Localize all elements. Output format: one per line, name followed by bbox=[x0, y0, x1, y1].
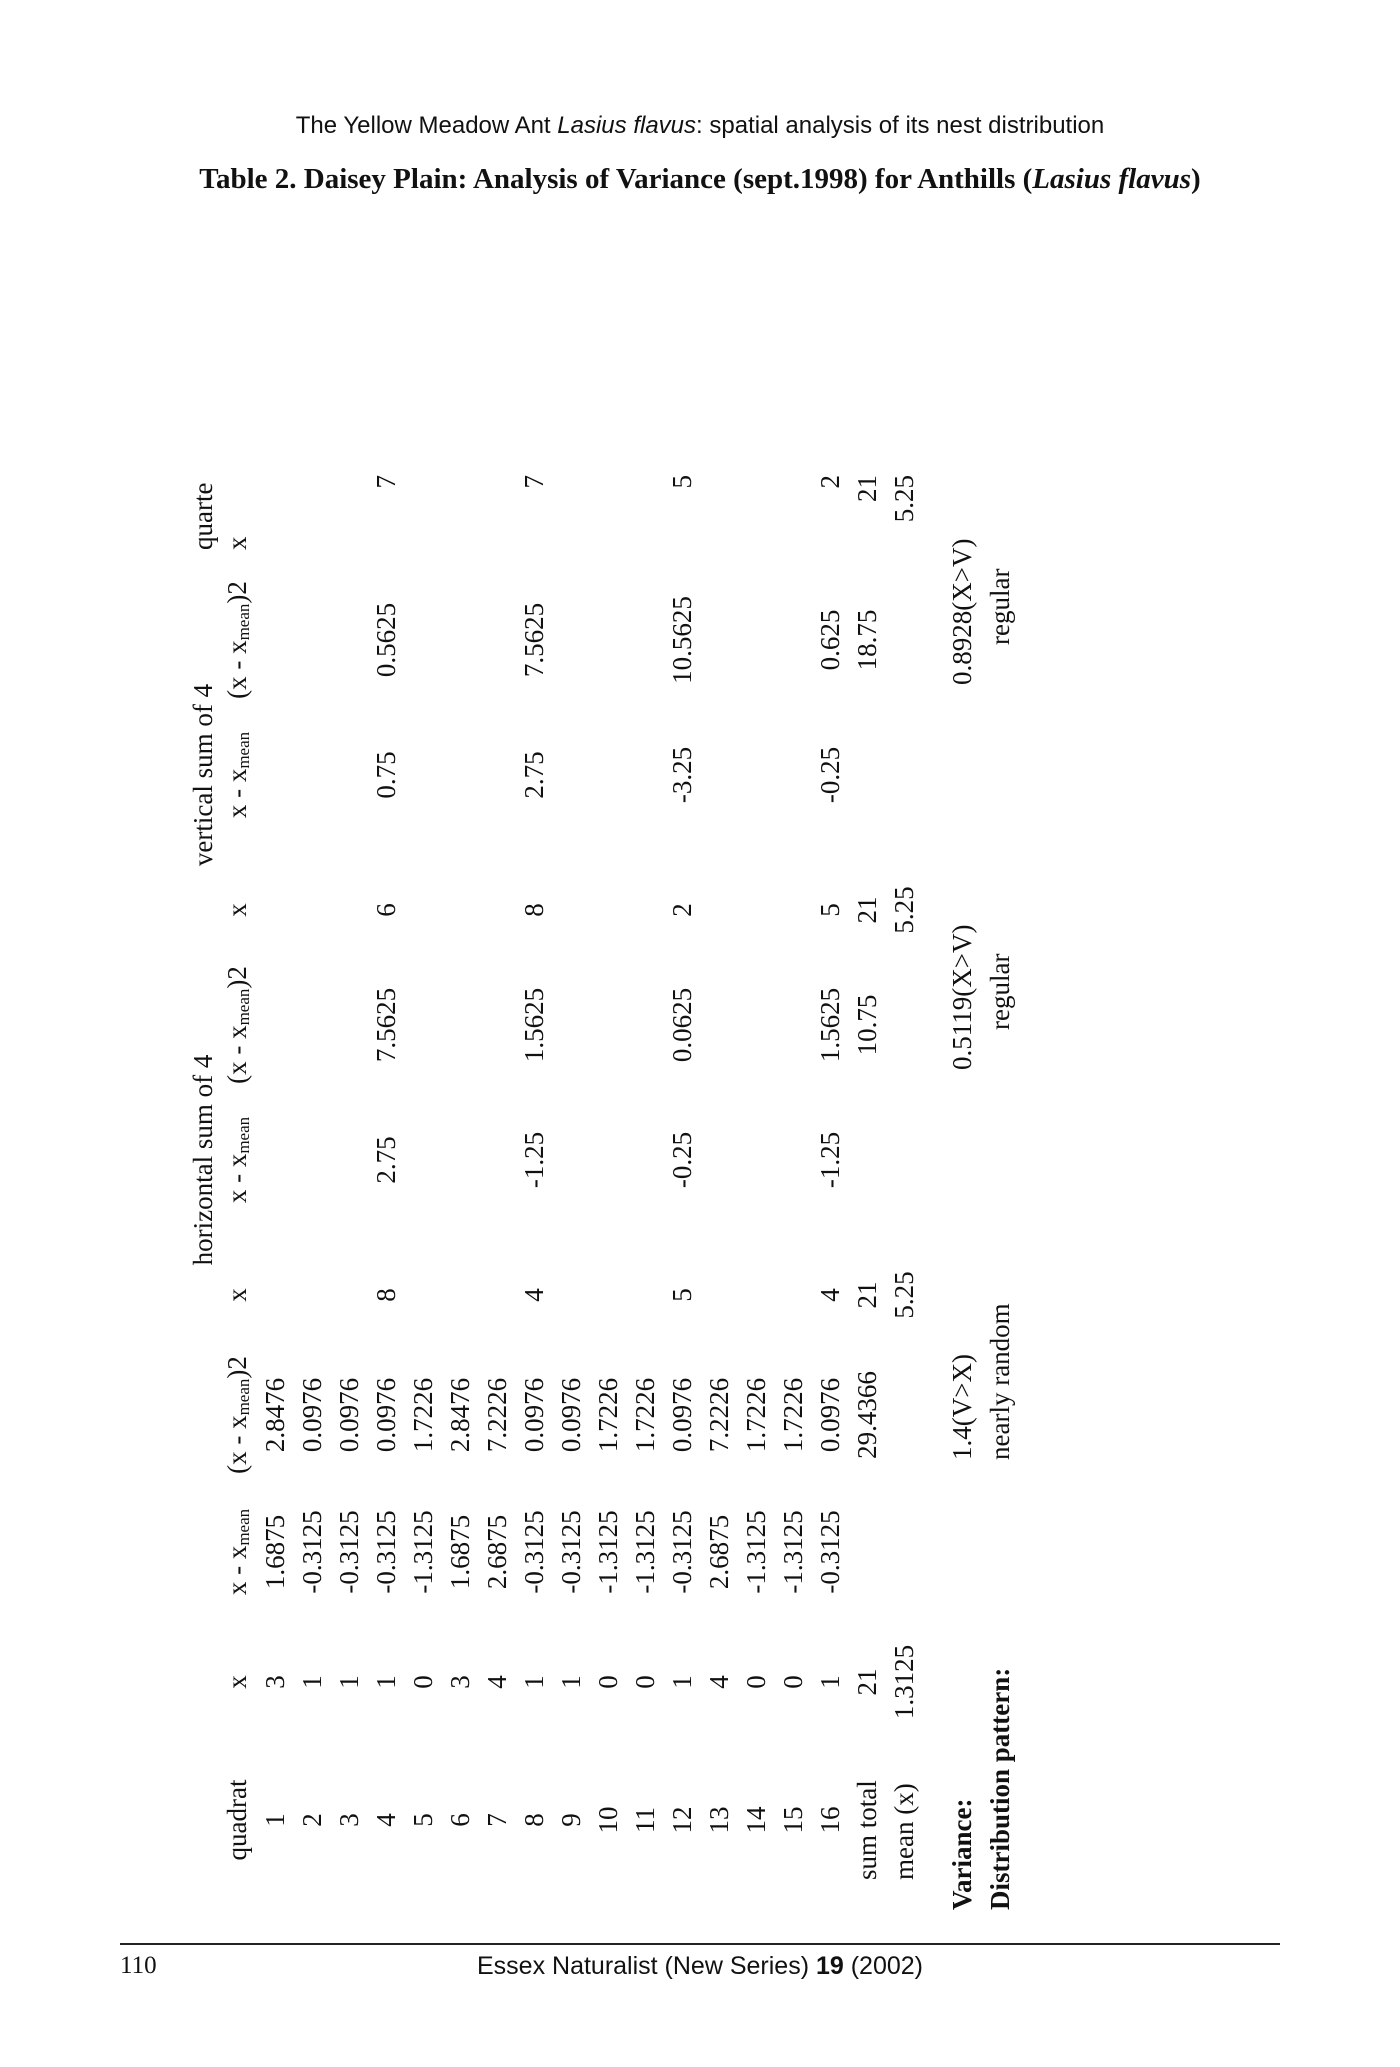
quadrat-diff: -0.3125 bbox=[556, 1510, 586, 1594]
quadrat-variance: 1.4(V>X) bbox=[947, 1354, 977, 1460]
quadrat-sq: 0.0976 bbox=[334, 1377, 364, 1453]
horizontal-sq: 0.0625 bbox=[667, 987, 697, 1063]
quadrat-x: 1 bbox=[667, 1675, 697, 1689]
header-sq-text: (x - x bbox=[222, 640, 252, 699]
running-head-text-end: : spatial analysis of its nest distribution bbox=[696, 112, 1105, 139]
quarter-sum-x: 21 bbox=[852, 475, 882, 502]
quadrat-diff: -1.3125 bbox=[593, 1510, 623, 1594]
horizontal-sq: 1.5625 bbox=[519, 987, 549, 1063]
quadrat-diff: 2.6875 bbox=[704, 1514, 734, 1590]
quadrat-sq: 1.7226 bbox=[778, 1377, 808, 1453]
horizontal-diff: -1.25 bbox=[519, 1131, 549, 1189]
quadrat-x: 3 bbox=[260, 1675, 290, 1689]
quadrat-diff: -0.3125 bbox=[815, 1510, 845, 1594]
vertical-sq: 0.625 bbox=[815, 609, 845, 671]
horizontal-x: 5 bbox=[667, 1288, 697, 1302]
quadrat-number: 9 bbox=[556, 1813, 586, 1827]
horizontal-sq: 1.5625 bbox=[815, 987, 845, 1063]
vertical-pattern: regular bbox=[985, 568, 1015, 645]
distribution-pattern-label: Distribution pattern: bbox=[985, 1667, 1015, 1910]
vertical-x: 2 bbox=[667, 903, 697, 917]
quadrat-x: 1 bbox=[519, 1675, 549, 1689]
quadrat-diff: -1.3125 bbox=[741, 1510, 771, 1594]
quadrat-x: 0 bbox=[593, 1675, 623, 1689]
vertical-x: 5 bbox=[815, 903, 845, 917]
header-diff-text: x - x bbox=[222, 768, 252, 819]
group-label-horizontal: horizontal sum of 4 bbox=[188, 1054, 218, 1266]
horizontal-x: 4 bbox=[519, 1288, 549, 1302]
variance-label: Variance: bbox=[947, 1798, 977, 1910]
horizontal-variance: 0.5119(X>V) bbox=[947, 924, 977, 1070]
horizontal-diff: -0.25 bbox=[667, 1131, 697, 1189]
group-label-vertical: vertical sum of 4 bbox=[188, 683, 218, 867]
quadrat-sq: 1.7226 bbox=[630, 1377, 660, 1453]
quadrat-diff: -0.3125 bbox=[297, 1510, 327, 1594]
table-title-close: ) bbox=[1191, 163, 1201, 195]
vertical-sum-sq: 18.75 bbox=[852, 609, 882, 671]
quadrat-x: 1 bbox=[556, 1675, 586, 1689]
horizontal-sum-sq: 10.75 bbox=[852, 994, 882, 1056]
horizontal-diff: -1.25 bbox=[815, 1131, 845, 1189]
header-diff-text: x - x bbox=[222, 1545, 252, 1596]
quadrat-number: 14 bbox=[741, 1806, 771, 1834]
quadrat-x: 1 bbox=[371, 1675, 401, 1689]
header-sq-power: )2 bbox=[222, 1356, 252, 1379]
sum-total-label: sum total bbox=[852, 1780, 882, 1880]
vertical-diff: -0.25 bbox=[815, 746, 845, 804]
quadrat-diff: -1.3125 bbox=[778, 1510, 808, 1594]
quadrat-diff: -0.3125 bbox=[371, 1510, 401, 1594]
vertical-sq: 10.5625 bbox=[667, 596, 697, 684]
quadrat-sq: 7.2226 bbox=[482, 1377, 512, 1453]
quarter-mean-x: 5.25 bbox=[889, 475, 919, 523]
running-head bbox=[0, 112, 1400, 140]
quadrat-sq: 1.7226 bbox=[408, 1377, 438, 1453]
header-quadrat: quadrat bbox=[222, 1779, 252, 1861]
vertical-diff: -3.25 bbox=[667, 746, 697, 804]
header-horizontal-x: x bbox=[222, 1288, 252, 1302]
quadrat-diff: -0.3125 bbox=[519, 1510, 549, 1594]
mean-label: mean (x) bbox=[889, 1783, 919, 1880]
group-label-quarter: quarte bbox=[188, 482, 218, 550]
quadrat-diff: -1.3125 bbox=[630, 1510, 660, 1594]
page-number: 110 bbox=[120, 1952, 157, 1979]
header-sq-text: (x - x bbox=[222, 1415, 252, 1474]
quadrat-diff: 1.6875 bbox=[260, 1514, 290, 1590]
quadrat-number: 10 bbox=[593, 1806, 623, 1834]
footer-rule bbox=[120, 1943, 1280, 1945]
quadrat-number: 12 bbox=[667, 1806, 697, 1834]
quarter-x: 5 bbox=[667, 475, 697, 489]
quarter-x: 7 bbox=[519, 475, 549, 489]
vertical-x: 6 bbox=[371, 903, 401, 917]
quadrat-x: 4 bbox=[482, 1675, 512, 1689]
header-sq bbox=[222, 1330, 254, 1500]
quadrat-sq: 0.0976 bbox=[556, 1377, 586, 1453]
quadrat-x: 0 bbox=[408, 1675, 438, 1689]
header-diff-text: x - x bbox=[222, 1153, 252, 1204]
quadrat-number: 8 bbox=[519, 1813, 549, 1827]
vertical-sq: 7.5625 bbox=[519, 602, 549, 678]
header-sq-power: )2 bbox=[222, 966, 252, 989]
quadrat-number: 13 bbox=[704, 1806, 734, 1834]
table-title-text: Table 2. Daisey Plain: Analysis of Variance (sept.1998) for Anthills ( bbox=[199, 163, 1033, 195]
quadrat-number: 3 bbox=[334, 1813, 364, 1827]
horizontal-sum-x: 21 bbox=[852, 1281, 882, 1309]
quadrat-number: 7 bbox=[482, 1813, 512, 1827]
horizontal-diff: 2.75 bbox=[371, 1136, 401, 1184]
quadrat-number: 1 bbox=[260, 1813, 290, 1827]
header-sq-subscript: mean bbox=[234, 1378, 253, 1416]
quadrat-diff: -1.3125 bbox=[408, 1510, 438, 1594]
quadrat-x: 1 bbox=[297, 1675, 327, 1689]
quadrat-x: 4 bbox=[704, 1675, 734, 1689]
horizontal-x: 4 bbox=[815, 1288, 845, 1302]
quadrat-x: 0 bbox=[630, 1675, 660, 1689]
header-vertical-x: x bbox=[222, 903, 252, 917]
journal-citation bbox=[0, 1952, 1400, 1981]
quadrat-diff: 2.6875 bbox=[482, 1514, 512, 1590]
running-head-species: Lasius flavus bbox=[557, 112, 697, 139]
journal-volume: 19 bbox=[815, 1952, 844, 1980]
header-sq-text: (x - x bbox=[222, 1025, 252, 1084]
header-horizontal-sq bbox=[222, 940, 254, 1110]
table-title bbox=[0, 163, 1400, 196]
quadrat-x: 1 bbox=[815, 1675, 845, 1689]
vertical-x: 8 bbox=[519, 903, 549, 917]
quadrat-number: 11 bbox=[630, 1807, 660, 1833]
header-sq-power: )2 bbox=[222, 581, 252, 604]
table-title-species: Lasius flavus bbox=[1032, 163, 1192, 195]
quadrat-number: 15 bbox=[778, 1806, 808, 1834]
vertical-variance: 0.8928(X>V) bbox=[947, 538, 977, 685]
quadrat-sq: 2.8476 bbox=[445, 1377, 475, 1453]
journal-name: Essex Naturalist (New Series) bbox=[476, 1952, 816, 1980]
horizontal-pattern: regular bbox=[985, 953, 1015, 1030]
quadrat-diff: 1.6875 bbox=[445, 1514, 475, 1590]
vertical-sq: 0.5625 bbox=[371, 602, 401, 678]
vertical-diff: 2.75 bbox=[519, 751, 549, 799]
header-vertical-sq bbox=[222, 555, 254, 725]
quadrat-pattern: nearly random bbox=[985, 1303, 1015, 1460]
header-sq-subscript: mean bbox=[234, 988, 253, 1026]
quarter-x: 2 bbox=[815, 475, 845, 489]
vertical-diff: 0.75 bbox=[371, 751, 401, 799]
journal-year: (2002) bbox=[843, 1952, 923, 1980]
horizontal-x: 8 bbox=[371, 1288, 401, 1302]
horizontal-mean-x: 5.25 bbox=[889, 1271, 919, 1319]
quadrat-x: 3 bbox=[445, 1675, 475, 1689]
sum-total-sq: 29.4366 bbox=[852, 1371, 882, 1459]
header-x: x bbox=[222, 1675, 252, 1689]
header-diff-subscript: mean bbox=[234, 1116, 253, 1154]
quadrat-number: 16 bbox=[815, 1806, 845, 1834]
quadrat-sq: 1.7226 bbox=[593, 1377, 623, 1453]
sum-total-x: 21 bbox=[852, 1668, 882, 1696]
quadrat-sq: 2.8476 bbox=[260, 1377, 290, 1453]
quadrat-sq: 7.2226 bbox=[704, 1377, 734, 1453]
quadrat-sq: 0.0976 bbox=[667, 1377, 697, 1453]
quadrat-sq: 0.0976 bbox=[371, 1377, 401, 1453]
header-quarter-x: x bbox=[222, 536, 252, 550]
vertical-mean-x: 5.25 bbox=[889, 886, 919, 934]
quadrat-diff: -0.3125 bbox=[334, 1510, 364, 1594]
mean-x: 1.3125 bbox=[889, 1644, 919, 1720]
quadrat-sq: 0.0976 bbox=[815, 1377, 845, 1453]
header-diff-subscript: mean bbox=[234, 1508, 253, 1546]
quadrat-number: 5 bbox=[408, 1813, 438, 1827]
horizontal-sq: 7.5625 bbox=[371, 987, 401, 1063]
vertical-sum-x: 21 bbox=[852, 896, 882, 924]
quadrat-x: 1 bbox=[334, 1675, 364, 1689]
quadrat-sq: 0.0976 bbox=[519, 1377, 549, 1453]
running-head-text: The Yellow Meadow Ant bbox=[295, 112, 558, 139]
quarter-x: 7 bbox=[371, 475, 401, 489]
quadrat-number: 2 bbox=[297, 1813, 327, 1827]
header-diff-subscript: mean bbox=[234, 731, 253, 769]
variance-table bbox=[180, 475, 1120, 1920]
quadrat-number: 6 bbox=[445, 1813, 475, 1827]
quadrat-sq: 0.0976 bbox=[297, 1377, 327, 1453]
quadrat-diff: -0.3125 bbox=[667, 1510, 697, 1594]
quadrat-x: 0 bbox=[741, 1675, 771, 1689]
quadrat-number: 4 bbox=[371, 1813, 401, 1827]
quadrat-sq: 1.7226 bbox=[741, 1377, 771, 1453]
quadrat-x: 0 bbox=[778, 1675, 808, 1689]
header-sq-subscript: mean bbox=[234, 603, 253, 641]
